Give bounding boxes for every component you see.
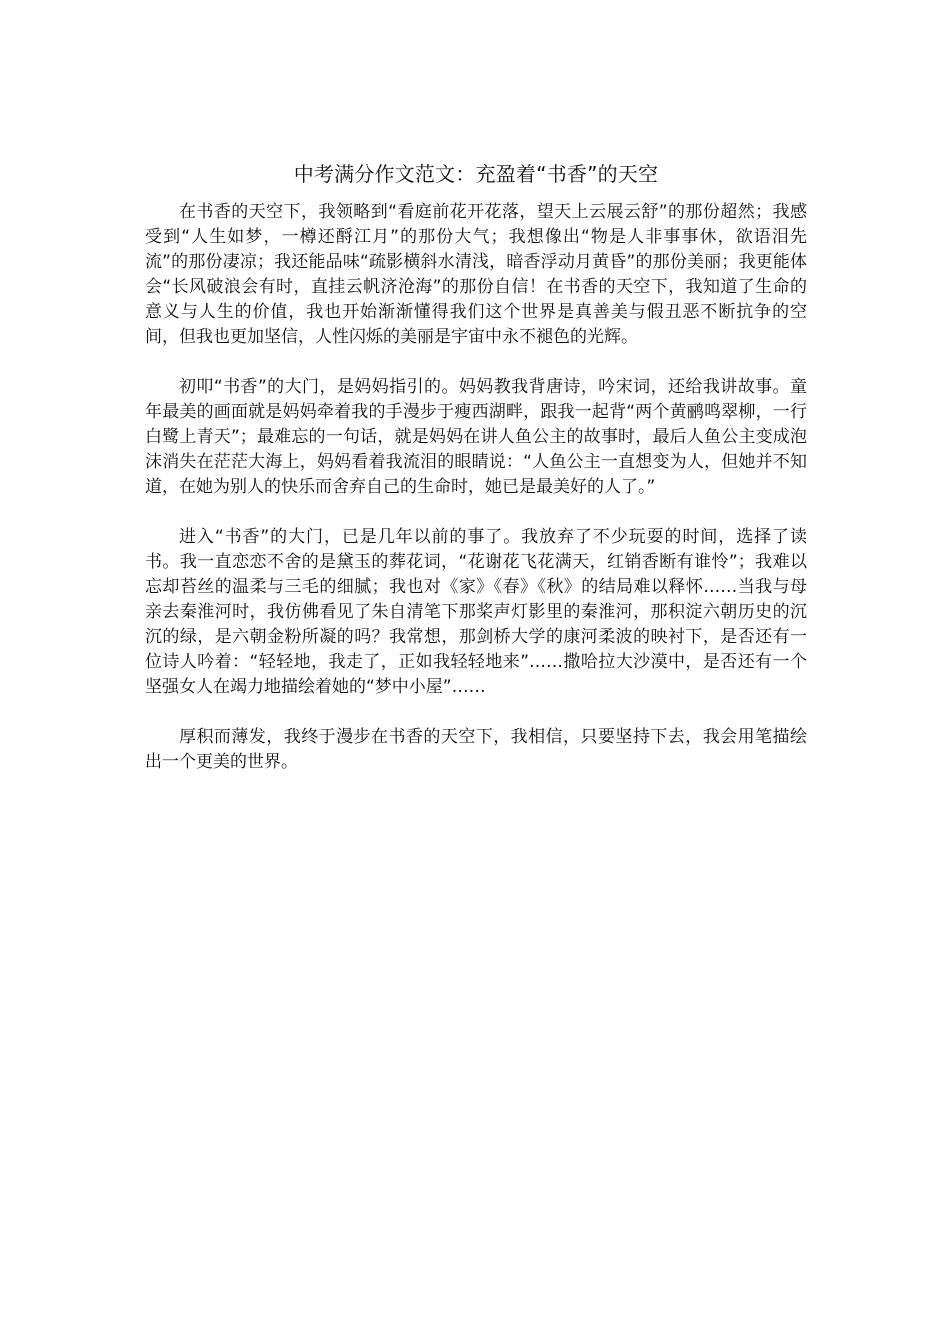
paragraph-3: 进入“书香”的大门，已是几年以前的事了。我放弃了不少玩耍的时间，选择了读书。我一直恋恋不舍的是黛玉的葬花词，“花谢花飞花满天，红销香断有谁怜”；我难以忘却苔丝的温柔与三毛的细腻；我也对《家》《春》《秋》的结局难以释怀……当我与母亲去秦淮河时，我仿佛看见了朱自清笔下那桨声灯影里的秦淮河，那积淀六朝历史的沉沉的绿，是六朝金粉所凝的吗？我常想，那剑桥大学的康河柔波的映衬下，是否还有一位诗人吟着：“轻轻地，我走了，正如我轻轻地来”……撒哈拉大沙漠中，是否还有一个坚强女人在竭力地描绘着她的“梦中小屋”…… (145, 527, 807, 697)
paragraph-2: 初叩“书香”的大门，是妈妈指引的。妈妈教我背唐诗，吟宋词，还给我讲故事。童年最美的画面就是妈妈牵着我的手漫步于瘦西湖畔，跟我一起背“两个黄鹂鸣翠柳，一行白鹭上青天”；最难忘的一句话，就是妈妈在讲人鱼公主的故事时，最后人鱼公主变成泡沫消失在茫茫大海上，妈妈看着我流泪的眼睛说：“人鱼公主一直想变为人，但她并不知道，在她为别人的快乐而舍弃自己的生命时，她已是最美好的人了。” (145, 377, 807, 497)
document-title: 中考满分作文范文：充盈着“书香”的天空 (293, 162, 659, 186)
paragraph-4: 厚积而薄发，我终于漫步在书香的天空下，我相信，只要坚持下去，我会用笔描绘出一个更美的世界。 (145, 727, 807, 772)
paragraph-1: 在书香的天空下，我领略到“看庭前花开花落，望天上云展云舒”的那份超然；我感受到“人生如梦，一樽还酹江月”的那份大气；我想像出“物是人非事事休，欲语泪先流”的那份凄凉；我还能品味“疏影横斜水清浅，暗香浮动月黄昏”的那份美丽；我更能体会“长风破浪会有时，直挂云帆济沧海”的那份自信！在书香的天空下，我知道了生命的意义与人生的价值，我也开始渐渐懂得我们这个世界是真善美与假丑恶不断抗争的空间，但我也更加坚信，人性闪烁的美丽是宇宙中永不褪色的光辉。 (145, 202, 807, 347)
essay-body (145, 160, 807, 800)
